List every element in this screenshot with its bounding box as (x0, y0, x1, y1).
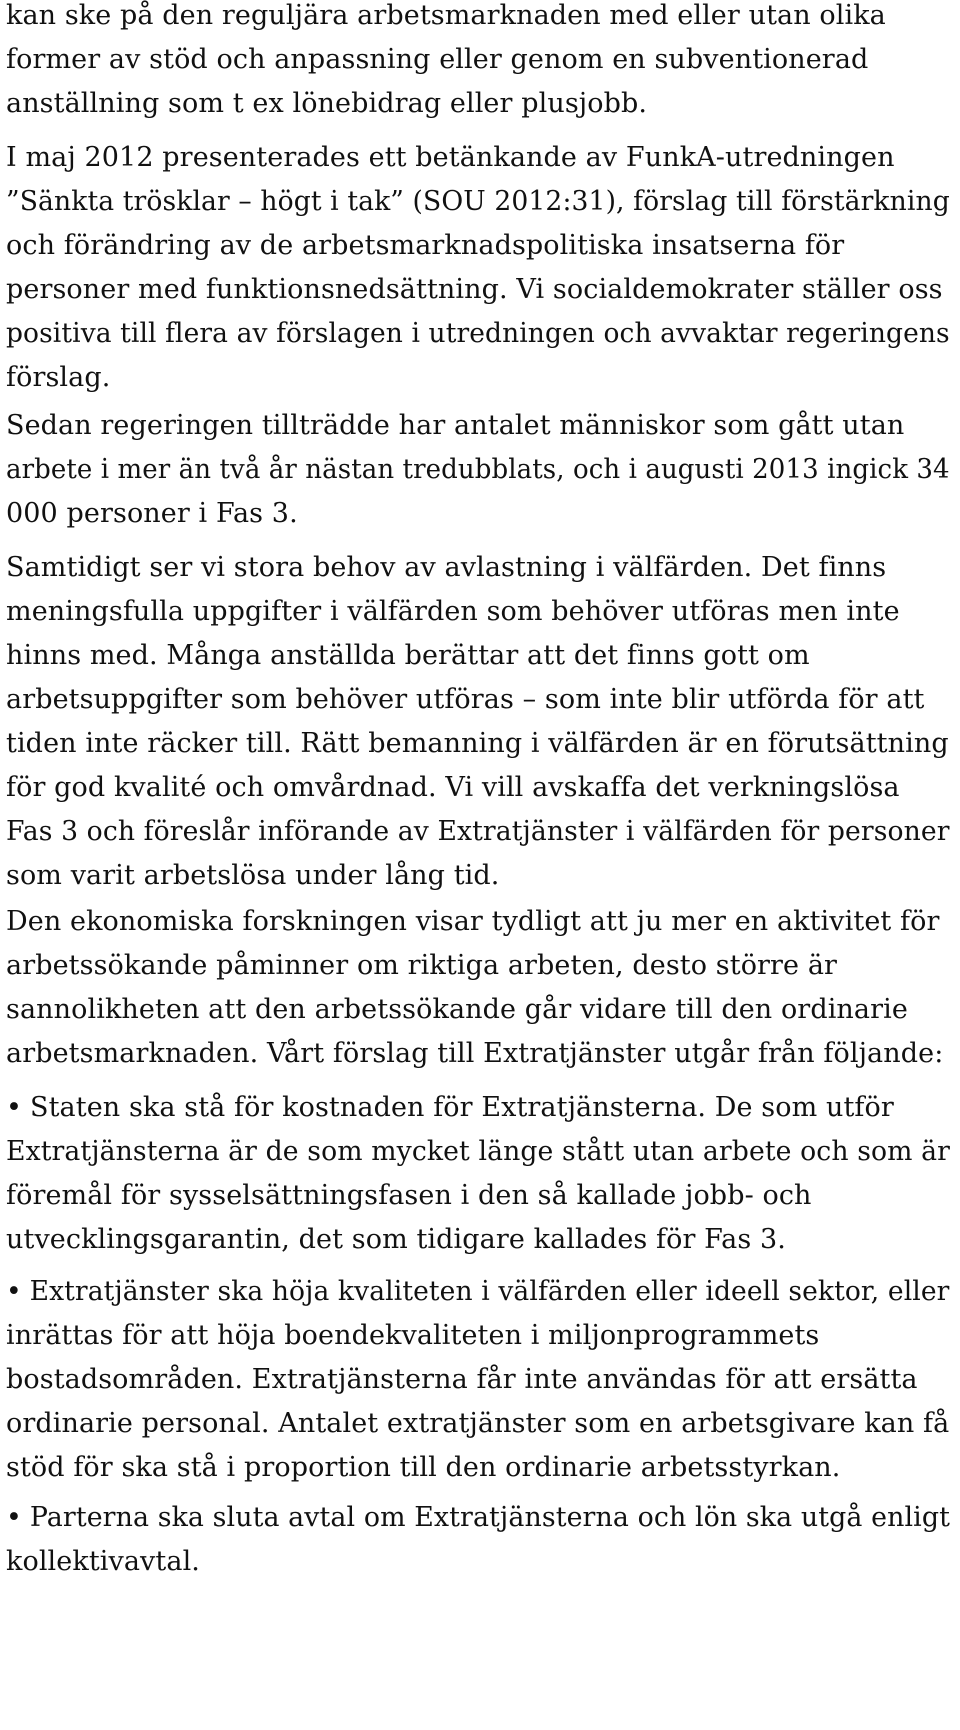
text-line: 000 personer i Fas 3. (6, 498, 298, 529)
text-line: tiden inte räcker till. Rätt bemanning i välfärden är en förutsättning (6, 728, 949, 759)
text-line: sannolikheten att den arbetssökande går vidare till den ordinarie (6, 994, 908, 1025)
text-line: Extratjänsterna är de som mycket länge stått utan arbete och som är (6, 1136, 951, 1167)
bullet-first-line (6, 1270, 950, 1314)
text-line: som varit arbetslösa under lång tid. (6, 860, 500, 891)
text-line: stöd för ska stå i proportion till den ordinarie arbetsstyrkan. (6, 1452, 841, 1483)
intro-paragraph (6, 0, 946, 126)
bullet-icon: • (6, 1092, 23, 1123)
text-line: personer med funktionsnedsättning. Vi socialdemokrater ställer oss (6, 274, 943, 305)
bullet-first-line (6, 1086, 946, 1130)
text-line: Parterna ska sluta avtal om Extratjänsterna och lön ska utgå enligt (29, 1502, 950, 1533)
bullet-icon: • (6, 1502, 22, 1533)
bullet-item-kvalitet (6, 1270, 950, 1490)
paragraph-valfarden (6, 546, 950, 898)
text-line: I maj 2012 presenterades ett betänkande av FunkA-utredningen (6, 142, 895, 173)
text-line: Fas 3 och föreslår införande av Extratjänster i välfärden för personer (6, 816, 950, 847)
text-line: hinns med. Många anställda berättar att det finns gott om (6, 640, 810, 671)
bullet-icon: • (6, 1276, 22, 1307)
text-line: för god kvalité och omvårdnad. Vi vill avskaffa det verkningslösa (6, 772, 900, 803)
text-line: Extratjänster ska höja kvaliteten i välfärden eller ideell sektor, eller (29, 1276, 950, 1307)
text-line: förslag. (6, 362, 111, 393)
text-line: ”Sänkta trösklar – högt i tak” (SOU 2012:31), förslag till förstärkning (6, 186, 950, 217)
paragraph-funka (6, 136, 950, 400)
paragraph-forskning (6, 900, 946, 1076)
paragraph-fas3 (6, 404, 950, 536)
text-line: ordinarie personal. Antalet extratjänster som en arbetsgivare kan få (6, 1408, 950, 1439)
text-line: Staten ska stå för kostnaden för Extratjänsterna. De som utför (30, 1092, 894, 1123)
text-line: former av stöd och anpassning eller genom en subventionerad (6, 44, 869, 75)
text-line: utvecklingsgarantin, det som tidigare kallades för Fas 3. (6, 1224, 786, 1255)
text-line: anställning som t ex lönebidrag eller plusjobb. (6, 88, 648, 119)
text-line: inrättas för att höja boendekvaliteten i miljonprogrammets (6, 1320, 820, 1351)
text-line: arbetsuppgifter som behöver utföras – som inte blir utförda för att (6, 684, 925, 715)
text-line: Den ekonomiska forskningen visar tydligt att ju mer en aktivitet för (6, 906, 940, 937)
text-line: arbetssökande påminner om riktiga arbeten, desto större är (6, 950, 838, 981)
text-line: Sedan regeringen tillträdde har antalet människor som gått utan (6, 410, 905, 441)
text-line: kan ske på den reguljära arbetsmarknaden med eller utan olika (6, 0, 886, 31)
text-line: arbetsmarknaden. Vårt förslag till Extratjänster utgår från följande: (6, 1038, 944, 1069)
text-line: meningsfulla uppgifter i välfärden som behöver utföras men inte (6, 596, 900, 627)
text-line: bostadsområden. Extratjänsterna får inte användas för att ersätta (6, 1364, 918, 1395)
text-line: kollektivavtal. (6, 1546, 200, 1577)
text-line: föremål för sysselsättningsfasen i den så kallade jobb- och (6, 1180, 812, 1211)
bullet-item-parterna (6, 1496, 950, 1584)
text-line: arbete i mer än två år nästan tredubblats, och i augusti 2013 ingick 34 (6, 454, 950, 485)
text-line: Samtidigt ser vi stora behov av avlastning i välfärden. Det finns (6, 552, 887, 583)
text-line: och förändring av de arbetsmarknadspolitiska insatserna för (6, 230, 845, 261)
bullet-item-staten (6, 1086, 951, 1262)
text-line: positiva till flera av förslagen i utredningen och avvaktar regeringens (6, 318, 950, 349)
bullet-first-line (6, 1496, 950, 1540)
